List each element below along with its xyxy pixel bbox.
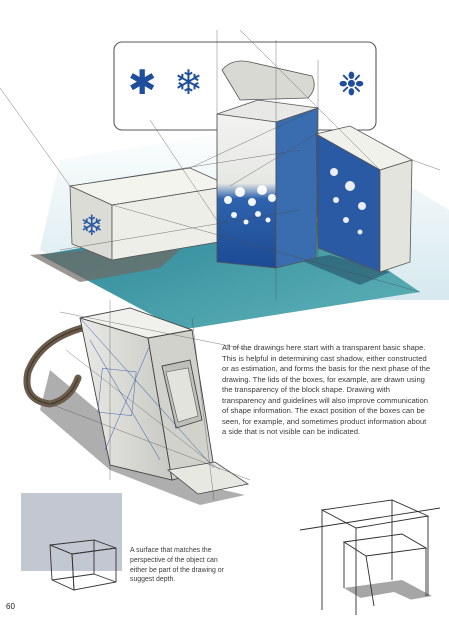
- surface-example: [21, 493, 122, 590]
- dotted-snowflake-icon: ❉: [338, 65, 365, 103]
- figure-caption: A surface that matches the perspective of the object can either be part of the drawing or suggest depth.: [130, 547, 224, 584]
- tall-box-side: [276, 108, 318, 268]
- tall-box-front: [217, 114, 276, 268]
- grey-surface: [21, 493, 122, 571]
- boxes-scene: [0, 30, 449, 330]
- page-number: 60: [6, 602, 15, 611]
- box-snowflake-icon: ❄: [80, 209, 104, 242]
- wire-sketch: [300, 500, 440, 615]
- bag-scene: [27, 300, 250, 505]
- body-paragraph: All of the drawings here start with a transparent basic shape. This is helpful in determining cast shadow, either constructed or as estimation, and forms the basis for the next phase of the drawing. The lids of the boxes, for example, are drawn using the transparency of the block shape. Drawing with transparency and guidelines will also improve communication of shape information. The exact position of the boxes can be seen, for example, and sometimes product information about a side that is not visible can be indicated.: [222, 343, 431, 437]
- star-icon: ✱: [128, 63, 157, 103]
- snowflake-icon: ❄: [174, 63, 203, 103]
- right-box-side: [380, 160, 412, 272]
